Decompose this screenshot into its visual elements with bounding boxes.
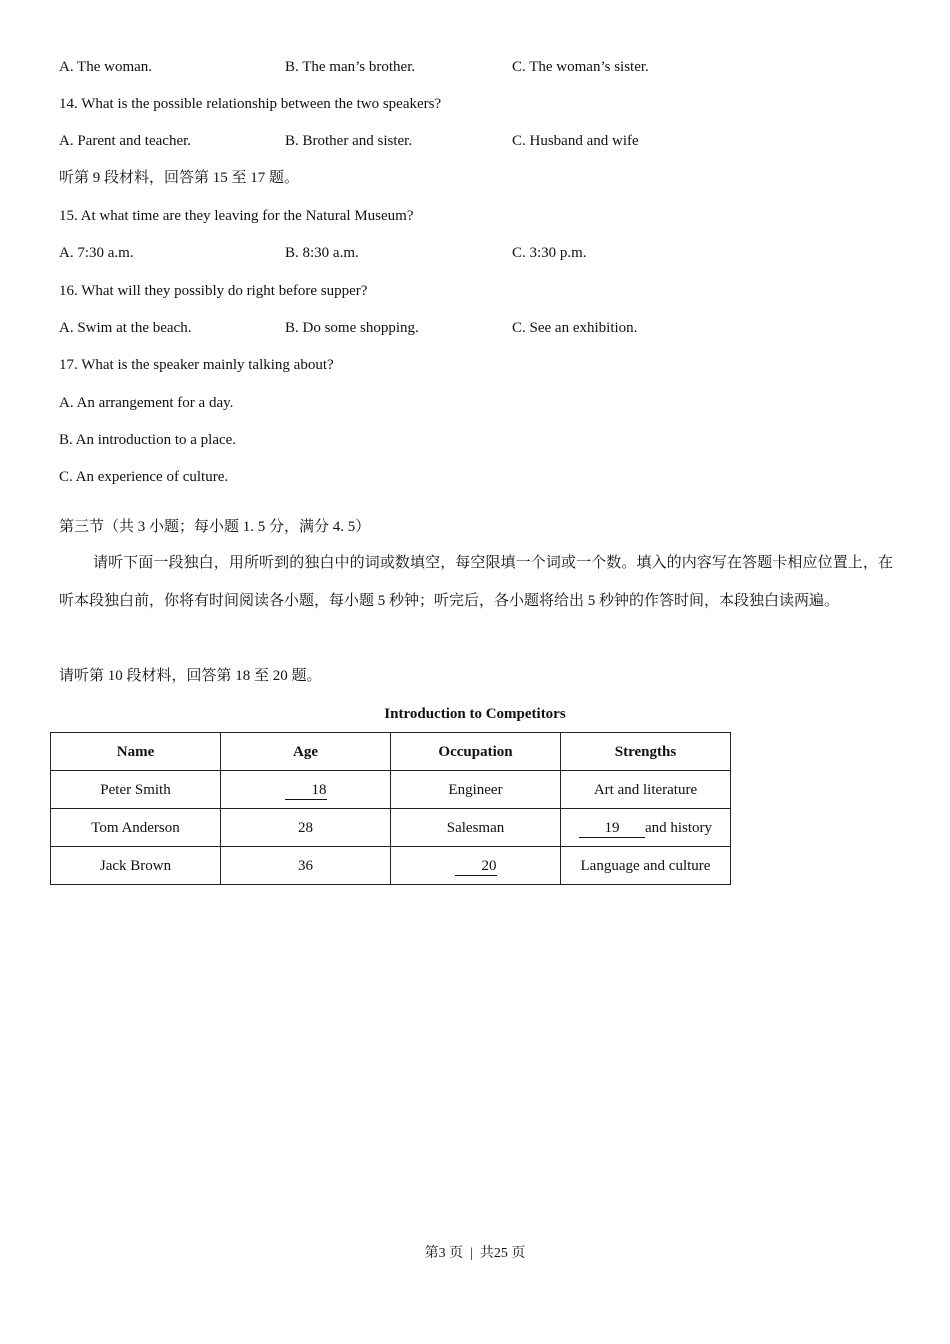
q17-option-a: A. An arrangement for a day. [59,395,234,411]
q16-option-b: B. Do some shopping. [285,320,419,336]
q15-option-b: B. 8:30 a.m. [285,245,359,261]
cell-age [221,771,391,809]
cell-name: Jack Brown [51,847,221,885]
cell-occupation: Engineer [391,771,561,809]
q17-option-b: B. An introduction to a place. [59,432,237,448]
q14-option-c: C. Husband and wife [512,133,639,149]
q13-option-a: A. The woman. [59,59,153,75]
cell-strengths [561,809,731,847]
strengths-rest: and history [644,819,713,836]
q13-option-b: B. The man’s brother. [285,59,416,75]
page-footer: 第3 页 | 共25 页 [424,1246,526,1261]
q14-option-b: B. Brother and sister. [285,133,413,149]
q14-option-a: A. Parent and teacher. [59,133,192,149]
answer-blank-18: 18 [285,782,327,800]
cell-occupation [391,847,561,885]
q17-question: 17. What is the speaker mainly talking about? [59,357,334,373]
cell-age: 36 [221,847,391,885]
table-row [51,847,731,885]
q17-option-c: C. An experience of culture. [59,469,229,485]
competitors-table [50,732,731,885]
header-strengths: Strengths [561,733,731,771]
cell-occupation: Salesman [391,809,561,847]
cell-age: 28 [221,809,391,847]
table-row [51,809,731,847]
table-row [51,771,731,809]
q16-question: 16. What will they possibly do right before supper? [59,283,368,299]
q16-option-c: C. See an exhibition. [512,320,638,336]
answer-blank-19: 19 [579,820,645,838]
table-header-row [51,733,731,771]
section10-instruction: 请听第 10 段材料，回答第 18 至 20 题。 [59,668,322,684]
table-title: Introduction to Competitors [384,706,566,722]
q15-option-c: C. 3:30 p.m. [512,245,587,261]
q16-option-a: A. Swim at the beach. [59,320,192,336]
answer-blank-20: 20 [455,858,497,876]
q14-question: 14. What is the possible relationship between the two speakers? [59,96,442,112]
header-name: Name [51,733,221,771]
part3-instructions: 请听下面一段独白，用所听到的独白中的词或数填空，每空限填一个词或一个数。填入的内容写在答题卡相应位置上，在听本段独白前，你将有时间阅读各小题，每小题 5 秒钟；听完后，各小题将给出 5 秒钟的作答时间，本段独白读两遍。 [59,555,893,609]
cell-name: Tom Anderson [51,809,221,847]
cell-strengths: Language and culture [561,847,731,885]
q15-option-a: A. 7:30 a.m. [59,245,134,261]
part3-heading: 第三节（共 3 小题；每小题 1. 5 分，满分 4. 5） [59,519,371,535]
section9-instruction: 听第 9 段材料，回答第 15 至 17 题。 [59,170,300,186]
header-age: Age [221,733,391,771]
cell-strengths: Art and literature [561,771,731,809]
cell-name: Peter Smith [51,771,221,809]
q13-option-c: C. The woman’s sister. [512,59,649,75]
header-occupation: Occupation [391,733,561,771]
q15-question: 15. At what time are they leaving for the Natural Museum? [59,208,414,224]
